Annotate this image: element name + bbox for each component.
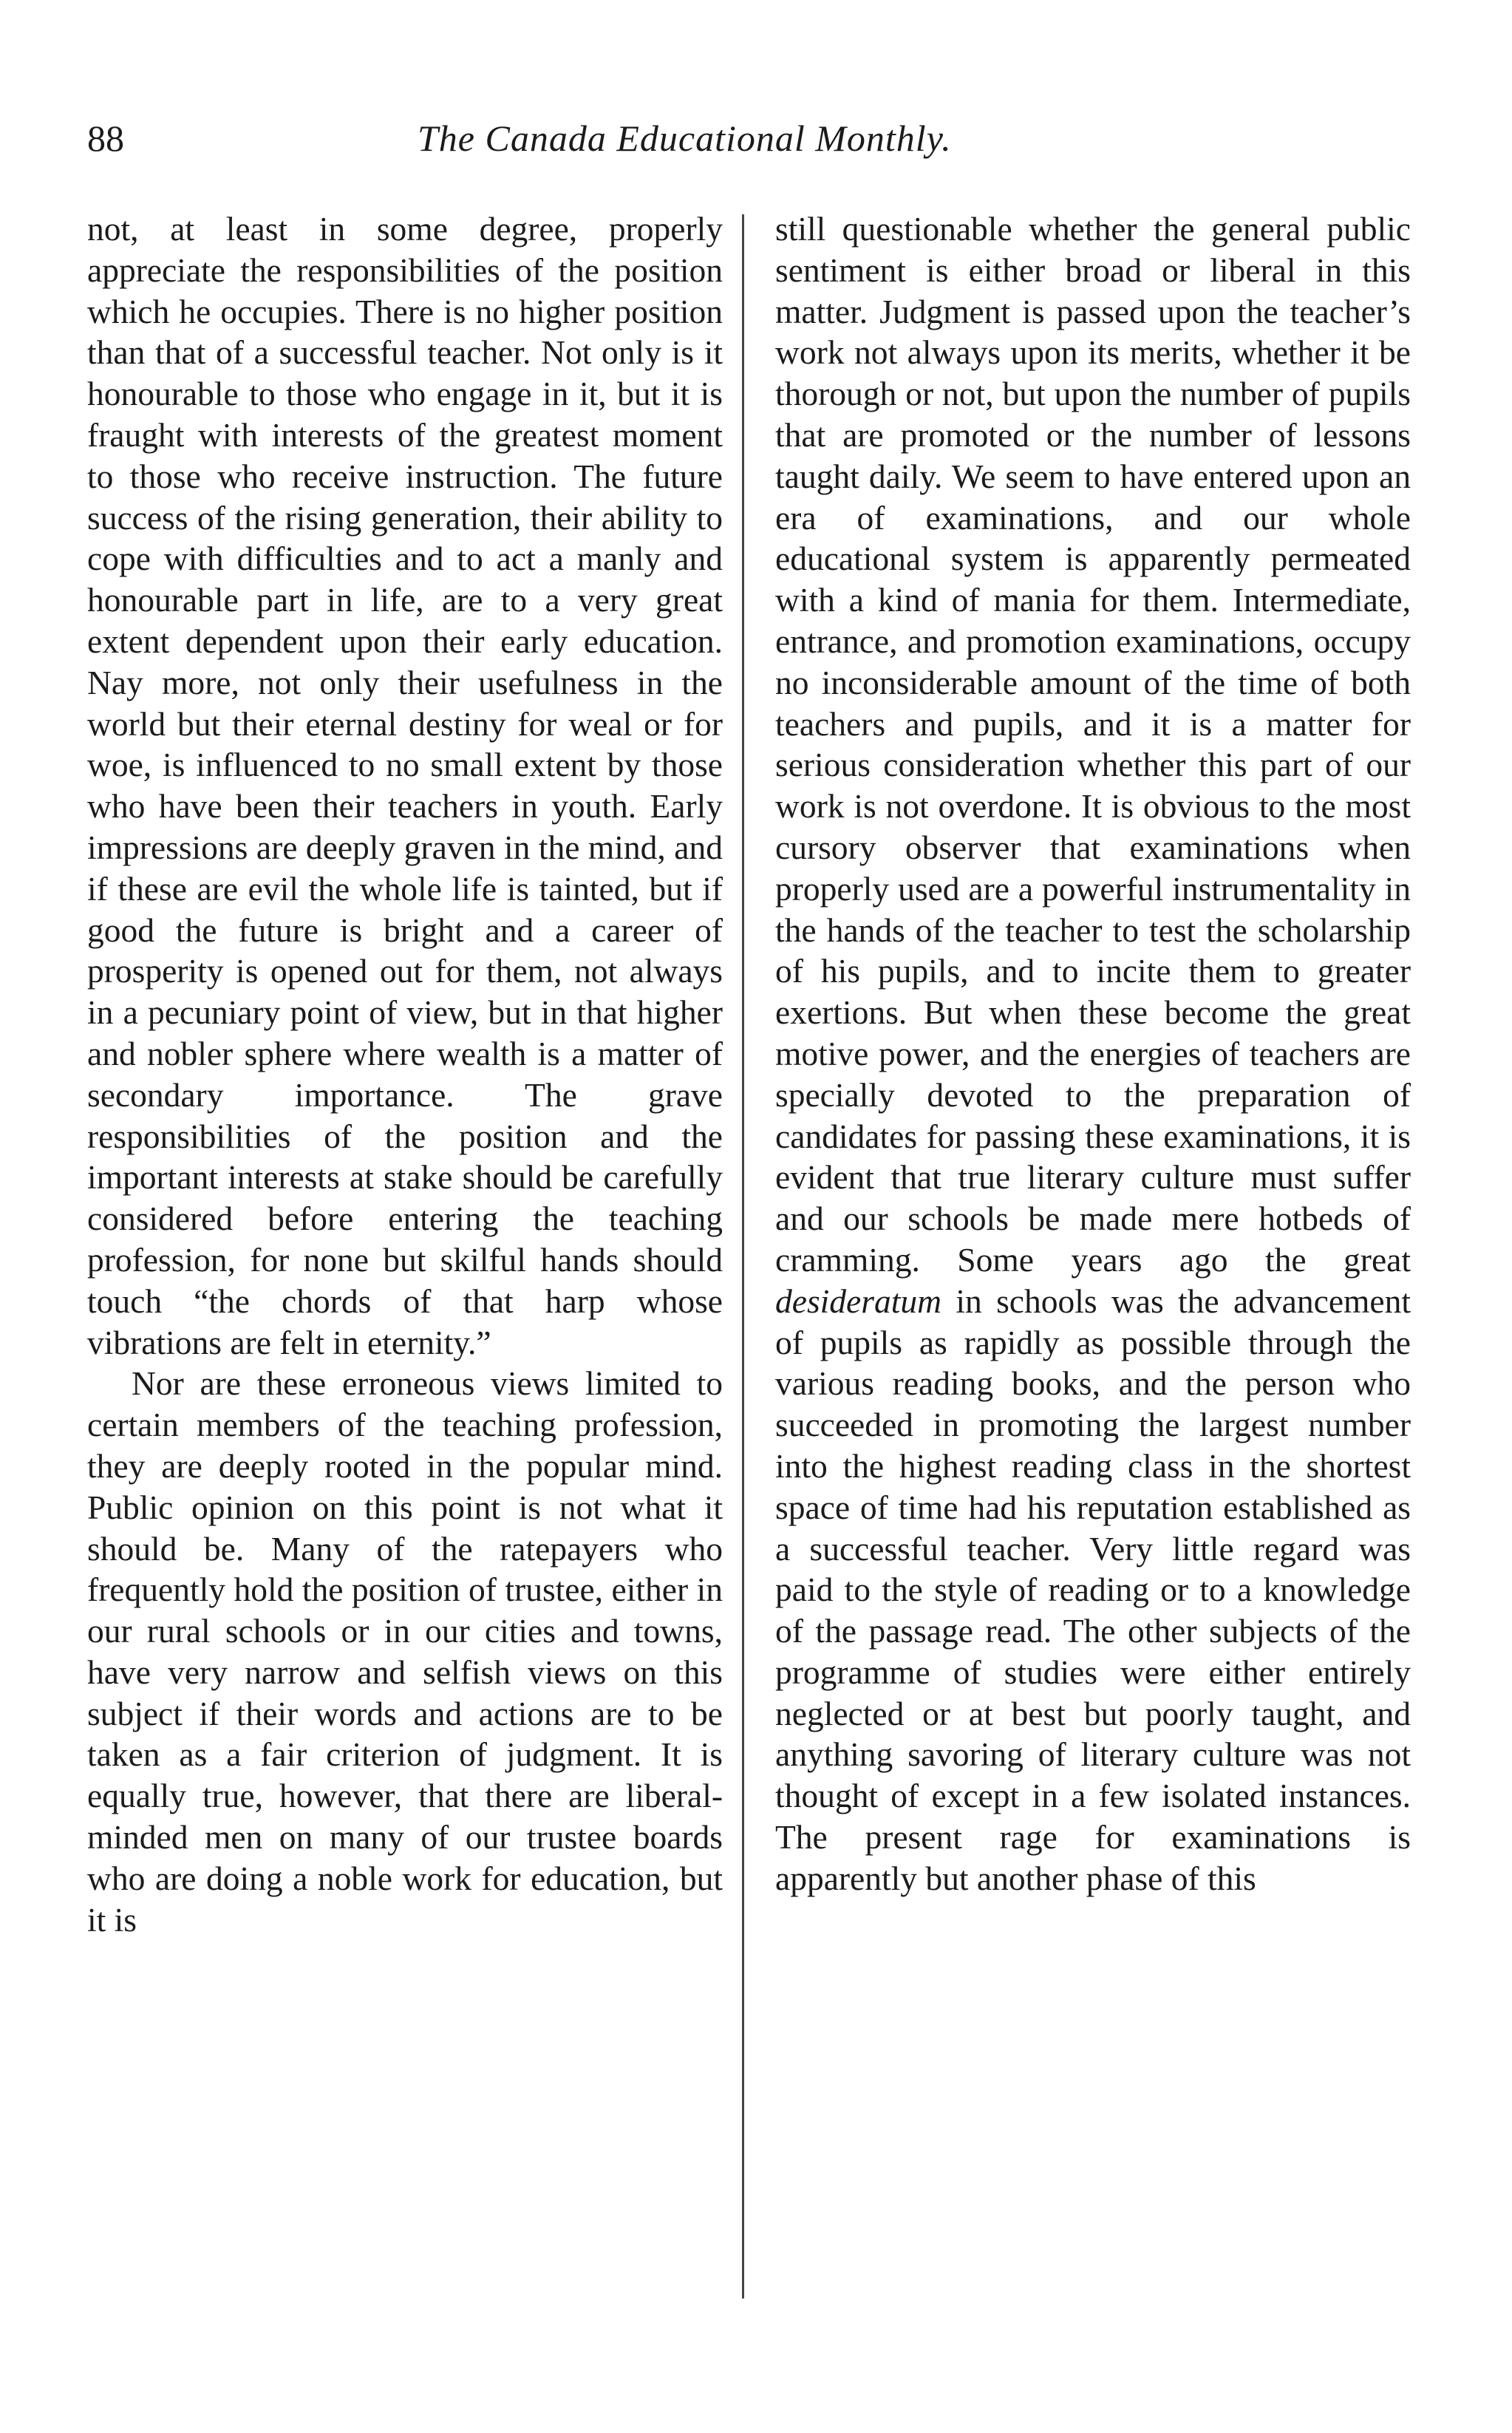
emphasis-desideratum: desideratum <box>775 1282 941 1320</box>
page-header <box>0 111 1512 170</box>
column-divider <box>742 214 744 2298</box>
left-paragraph-1: not, at least in some degree, properly appreciate the responsibilities of the position which he occupies. There is no higher position than that of a successful teacher. Not only is it honourable to those who engage in it, but it is fraught with interests of the greatest moment to those who receive instruction. The future success of the rising generation, their ability to cope with difficulties and to act a manly and honourable part in life, are to a very great extent dependent upon their early education. Nay more, not only their usefulness in the world but their eternal destiny for weal or for woe, is influenced to no small extent by those who have been their teachers in youth. Early impressions are deeply graven in the mind, and if these are evil the whole life is tainted, but if good the future is bright and a career of prosperity is opened out for them, not always in a pecuniary point of view, but in that higher and nobler sphere where wealth is a matter of secondary importance. The grave responsibilities of the position and the important interests at stake should be carefully considered before entering the teaching profession, for none but skilful hands should touch “the chords of that harp whose vibrations are felt in eternity.” <box>87 210 723 1361</box>
right-column <box>775 208 1411 1899</box>
right-paragraph-1 <box>775 208 1411 1899</box>
right-text-part-b: in schools was the advancement of pupils as rapidly as possible through the various reading books, and the person who succeeded in promoting the largest number into the highest reading class in the shortest space of time had his reputation established as a successful teacher. Very little regard was paid to the style of reading or to a knowledge of the passage read. The other subjects of the programme of studies were either entirely neglected or at best but poorly taught, and anything savoring of literary culture was not thought of except in a few isolated instances. The present rage for examinations is apparently but another phase of this <box>775 1282 1411 1897</box>
running-title: The Canada Educational Monthly. <box>418 118 952 159</box>
page-number: 88 <box>87 118 124 159</box>
left-paragraph-2: Nor are these erroneous views limited to certain members of the teaching profession, they are deeply rooted in the popular mind. Public opinion on this point is not what it should be. Many of the ratepayers who frequently hold the position of trustee, either in our rural schools or in our cities and towns, have very narrow and selfish views on this subject if their words and actions are to be taken as a fair criterion of judgment. It is equally true, however, that there are liberal-minded men on many of our trustee boards who are doing a noble work for education, but it is <box>87 1364 723 1939</box>
right-text-part-a: still questionable whether the general public sentiment is either broad or liberal in this matter. Judgment is passed upon the teacher’s work not always upon its merits, whether it be thorough or not, but upon the number of pupils that are promoted or the number of lessons taught daily. We seem to have entered upon an era of examinations, and our whole educational system is apparently permeated with a kind of mania for them. Intermediate, entrance, and promotion examinations, occupy no inconsiderable amount of the time of both teachers and pupils, and it is a matter for serious consideration whether this part of our work is not overdone. It is obvious to the most cursory observer that examinations when properly used are a powerful instrumentality in the hands of the teacher to test the scholarship of his pupils, and to incite them to greater exertions. But when these become the great motive power, and the energies of teachers are specially devoted to the preparation of candidates for passing these examinations, it is evident that true literary culture must suffer and our schools be made mere hotbeds of cramming. Some years ago the great <box>775 210 1411 1279</box>
left-column <box>87 208 723 1940</box>
